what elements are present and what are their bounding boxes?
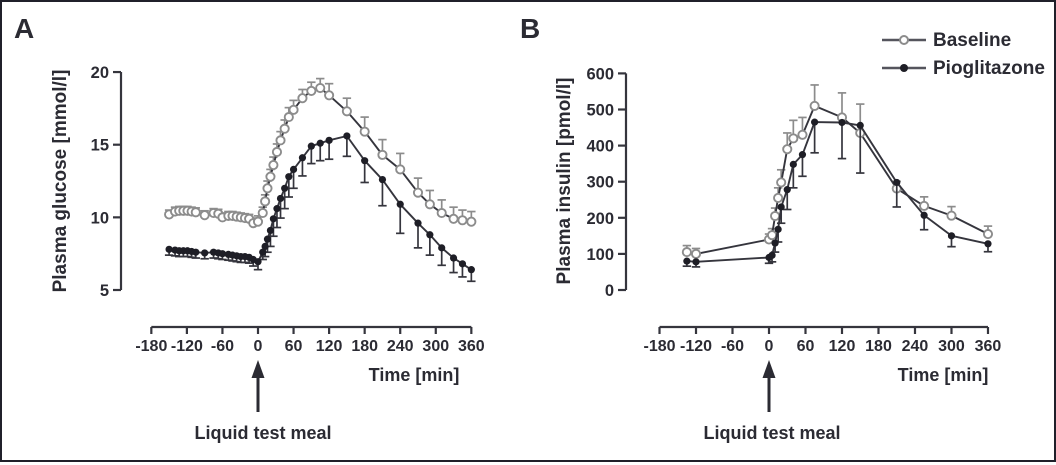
data-point	[857, 122, 864, 129]
data-point	[811, 119, 818, 126]
data-point	[459, 260, 466, 267]
y-tick-label: 300	[586, 173, 614, 192]
y-tick-label: 400	[586, 137, 614, 156]
data-point	[920, 202, 928, 210]
data-point	[263, 184, 271, 192]
legend-filled-circle-icon	[900, 64, 908, 72]
panel-a-letter: A	[14, 13, 35, 44]
x-tick-label: 240	[901, 338, 929, 355]
legend-item-baseline	[882, 30, 1011, 51]
legend	[882, 30, 1045, 79]
data-point	[396, 165, 404, 173]
legend-pioglitazone-label: Pioglitazone	[933, 58, 1045, 79]
data-point	[299, 154, 306, 161]
data-point	[298, 94, 306, 102]
data-point	[379, 176, 386, 183]
data-point	[683, 248, 691, 256]
data-point	[307, 87, 315, 95]
data-point	[438, 209, 446, 217]
data-point	[426, 231, 433, 238]
x-tick-label: -120	[679, 338, 713, 355]
data-point	[771, 239, 778, 246]
y-axis	[586, 65, 626, 300]
data-point	[285, 173, 292, 180]
data-point	[458, 216, 466, 224]
y-tick-label: 5	[99, 282, 109, 300]
data-point	[414, 220, 421, 227]
data-point	[326, 137, 333, 144]
panel-a-meal-annotation: Liquid test meal	[194, 423, 332, 443]
error-bars	[683, 85, 993, 254]
x-tick-label: 360	[457, 338, 485, 355]
data-point	[325, 91, 333, 99]
x-tick-label: 360	[974, 338, 1002, 355]
panel-a-x-axis-title: Time [min]	[368, 365, 460, 385]
y-tick-label: 500	[586, 101, 614, 120]
x-tick-label: 300	[422, 338, 450, 355]
data-point	[893, 179, 900, 186]
data-point	[273, 148, 281, 156]
data-point	[289, 106, 297, 114]
x-axis	[135, 327, 484, 355]
y-tick-label: 600	[586, 65, 614, 84]
data-point	[811, 102, 819, 110]
data-point	[414, 189, 422, 197]
data-point	[789, 134, 797, 142]
data-point	[450, 254, 457, 261]
y-axis	[91, 64, 121, 300]
panel-b-x-axis-title: Time [min]	[897, 365, 989, 385]
data-point	[921, 212, 928, 219]
x-axis	[643, 327, 1001, 355]
filled-circle-markers	[683, 119, 991, 266]
data-point	[397, 201, 404, 208]
y-tick-label: 100	[586, 245, 614, 264]
data-point	[777, 178, 785, 186]
data-point	[266, 173, 274, 181]
data-point	[449, 215, 457, 223]
data-point	[361, 128, 369, 136]
data-point	[270, 215, 277, 222]
data-point	[281, 185, 288, 192]
data-point	[774, 194, 782, 202]
data-point	[261, 197, 269, 205]
panel-a-y-axis-title: Plasma glucose [mmol/l]	[50, 69, 71, 293]
open-circle-markers	[683, 102, 992, 258]
x-tick-label: 180	[865, 338, 892, 355]
data-point	[277, 195, 284, 202]
data-point	[316, 84, 324, 92]
data-point	[692, 250, 700, 258]
y-tick-label: 0	[604, 282, 614, 300]
panel-b-meal-arrow-icon	[763, 360, 776, 412]
x-tick-label: 300	[938, 338, 965, 355]
x-tick-label: 0	[764, 338, 774, 355]
data-point	[308, 143, 315, 150]
data-point	[984, 240, 991, 247]
data-point	[768, 252, 775, 259]
panel-a-plot	[91, 64, 485, 355]
panel-b-letter: B	[520, 13, 541, 44]
data-point	[784, 186, 791, 193]
x-tick-label: 0	[253, 338, 263, 355]
data-point	[799, 151, 806, 158]
y-tick-label: 10	[90, 209, 109, 228]
data-point	[783, 145, 791, 153]
x-tick-label: -60	[720, 338, 745, 355]
data-point	[254, 218, 262, 226]
data-point	[467, 218, 475, 226]
x-tick-label: -180	[135, 338, 168, 355]
data-point	[438, 244, 445, 251]
data-point	[948, 232, 955, 239]
data-point	[254, 258, 261, 265]
data-point	[790, 161, 797, 168]
chart-svg	[2, 2, 1054, 460]
data-point	[276, 136, 284, 144]
x-tick-label: 60	[284, 338, 303, 355]
data-point	[262, 243, 269, 250]
x-tick-label: 240	[386, 338, 414, 355]
x-tick-label: -180	[643, 338, 676, 355]
data-point	[984, 230, 992, 238]
data-point	[468, 266, 475, 273]
data-point	[947, 212, 955, 220]
data-point	[378, 151, 386, 159]
data-point	[692, 258, 699, 265]
data-point	[343, 132, 350, 139]
y-tick-label: 20	[90, 64, 109, 83]
data-point	[201, 249, 208, 256]
x-tick-label: 180	[351, 338, 379, 355]
data-point	[426, 200, 434, 208]
x-tick-label: 120	[315, 338, 343, 355]
x-tick-label: -120	[170, 338, 203, 355]
data-point	[798, 131, 806, 139]
data-point	[683, 258, 690, 265]
y-tick-label: 15	[90, 136, 109, 155]
panel-a-meal-arrow-icon	[252, 360, 265, 412]
error-bars	[683, 122, 993, 267]
data-point	[361, 157, 368, 164]
data-point	[838, 119, 845, 126]
data-point	[192, 249, 199, 256]
x-tick-label: 60	[796, 338, 815, 355]
series-line	[687, 106, 988, 254]
data-point	[281, 125, 289, 133]
legend-item-pioglitazone	[882, 58, 1045, 79]
data-point	[264, 236, 271, 243]
series-line	[687, 122, 988, 262]
x-tick-label: 120	[828, 338, 856, 355]
data-point	[317, 140, 324, 147]
y-tick-label: 200	[586, 209, 614, 228]
data-point	[290, 166, 297, 173]
data-point	[192, 208, 200, 216]
data-point	[267, 227, 274, 234]
data-point	[273, 205, 280, 212]
panel-b-meal-annotation: Liquid test meal	[703, 423, 841, 443]
data-point	[343, 107, 351, 115]
data-point	[778, 203, 785, 210]
data-point	[768, 231, 776, 239]
data-point	[775, 226, 782, 233]
data-point	[269, 161, 277, 169]
series-pioglitazone	[683, 119, 993, 267]
x-tick-label: -60	[210, 338, 235, 355]
panel-b-plot	[586, 65, 1001, 355]
data-point	[201, 211, 209, 219]
data-point	[771, 212, 779, 220]
legend-open-circle-icon	[900, 36, 908, 44]
data-point	[259, 209, 267, 217]
panel-b-y-axis-title: Plasma insulin [pmol/l]	[554, 77, 575, 285]
legend-baseline-label: Baseline	[933, 30, 1012, 51]
